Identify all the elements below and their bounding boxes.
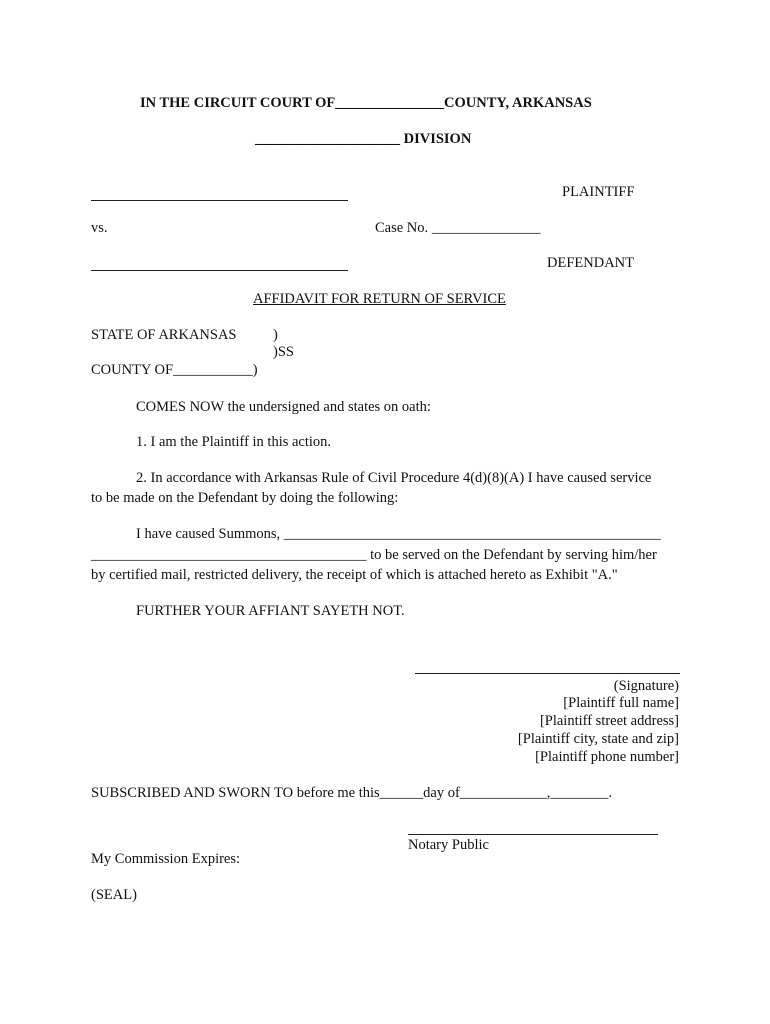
county-label: COUNTY OF___________): [91, 362, 258, 378]
notary-signature-line: [408, 834, 658, 835]
division-heading: [255, 131, 471, 148]
case-no-blank: _______________: [431, 220, 541, 236]
plaintiff-city-state-zip: [Plaintiff city, state and zip]: [517, 731, 679, 747]
summons-line-3: by certified mail, restricted delivery, the receipt of which is attached hereto as Exhibit "A.": [91, 567, 618, 583]
notary-public-label: Notary Public: [408, 837, 489, 853]
subscribed-sworn-line: SUBSCRIBED AND SWORN TO before me this______day of____________,________.: [91, 785, 613, 801]
plaintiff-phone-number: [Plaintiff phone number]: [535, 749, 679, 765]
case-no-label: Case No.: [375, 220, 429, 236]
defendant-label: DEFENDANT: [547, 255, 634, 271]
commission-expires-label: My Commission Expires:: [91, 851, 241, 867]
vs-label: vs.: [91, 220, 108, 236]
seal-label: (SEAL): [91, 887, 137, 903]
court-prefix: IN THE CIRCUIT COURT OF: [140, 95, 336, 111]
signature-label: (Signature): [613, 678, 679, 694]
state-label: STATE OF ARKANSAS: [91, 327, 237, 343]
venue-paren: ): [273, 327, 278, 343]
division-label: DIVISION: [403, 131, 472, 147]
further-affiant-paragraph: FURTHER YOUR AFFIANT SAYETH NOT.: [136, 603, 405, 619]
venue-ss: )SS: [273, 344, 294, 360]
court-county-blank: _______________: [335, 95, 445, 111]
item-2-line-1: 2. In accordance with Arkansas Rule of Civil Procedure 4(d)(8)(A) I have caused service: [136, 470, 652, 486]
signature-line: [415, 673, 680, 674]
court-heading: [140, 95, 592, 112]
court-suffix: COUNTY, ARKANSAS: [444, 95, 592, 111]
summons-line-2: ______________________________________ to be served on the Defendant by serving him/her: [91, 547, 657, 563]
item-2-line-2: to be made on the Defendant by doing the following:: [91, 490, 399, 506]
defendant-name-line: [91, 270, 348, 271]
division-blank: ____________________: [255, 131, 400, 147]
plaintiff-full-name: [Plaintiff full name]: [563, 695, 679, 711]
document-title: AFFIDAVIT FOR RETURN OF SERVICE: [253, 291, 506, 307]
summons-line-1: I have caused Summons, ____________________________________________________: [136, 526, 661, 542]
plaintiff-label: PLAINTIFF: [562, 184, 635, 200]
plaintiff-street-address: [Plaintiff street address]: [539, 713, 679, 729]
comes-now-paragraph: COMES NOW the undersigned and states on oath:: [136, 399, 431, 415]
plaintiff-name-line: [91, 200, 348, 201]
case-number: [375, 220, 541, 237]
item-1-paragraph: 1. I am the Plaintiff in this action.: [136, 434, 332, 450]
